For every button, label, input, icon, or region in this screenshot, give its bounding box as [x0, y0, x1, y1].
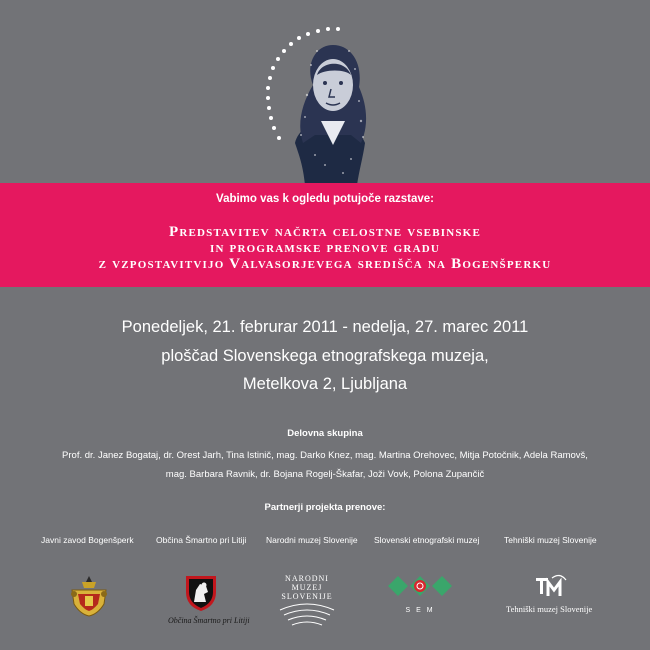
date-line: Ponedeljek, 21. februrar 2011 - nedelja, 27. marec 2011	[121, 318, 529, 336]
tms-caption: Tehniški muzej Slovenije	[506, 604, 593, 614]
title-line: Predstavitev načrta celostne vsebinske	[169, 224, 481, 240]
title-banner	[0, 183, 650, 287]
title-line: in programske prenove gradu	[209, 240, 441, 256]
address-line: Metelkova 2, Ljubljana	[242, 375, 408, 393]
portrait-figure	[295, 45, 366, 185]
sem-caption: S E M	[405, 607, 435, 614]
partner-name: Občina Šmartno pri Litiji	[156, 535, 247, 545]
partner-name: Javni zavod Bogenšperk	[41, 535, 134, 545]
nms-word: MUZEJ	[291, 583, 323, 592]
partner-logos	[0, 566, 650, 636]
nms-word: NARODNI	[285, 574, 329, 583]
date-venue	[0, 313, 650, 399]
members-line: Prof. dr. Janez Bogataj, dr. Orest Jarh, Tina Istinič, mag. Darko Knez, mag. Martina Orehovec, Mitja Potočnik, Adela Ramovš,	[62, 450, 588, 461]
partner-name: Narodni muzej Slovenije	[266, 535, 358, 545]
title-line: z vzpostavitvijo Valvasorjevega središča na Bogenšperku	[98, 256, 552, 272]
venue-line: ploščad Slovenskega etnografskega muzeja,	[161, 346, 489, 365]
invite-text: Vabimo vas k ogledu potujoče razstave:	[216, 193, 434, 205]
working-group-heading: Delovna skupina	[287, 428, 363, 439]
working-group-members	[0, 446, 650, 484]
sem-logo	[386, 572, 456, 618]
valvasor-portrait	[255, 25, 405, 185]
partner-name: Tehniški muzej Slovenije	[504, 535, 597, 545]
exhibition-title	[0, 224, 650, 272]
tms-logo-icon	[534, 574, 568, 600]
bogensperk-coat-of-arms-icon	[68, 574, 110, 618]
narodni-muzej-logo	[272, 572, 342, 628]
nms-word: SLOVENIJE	[281, 592, 333, 601]
partner-list	[0, 535, 650, 549]
smartno-caption: Občina Šmartno pri Litiji	[168, 616, 250, 625]
partner-name: Slovenski etnografski muzej	[374, 535, 480, 545]
partners-heading: Partnerji projekta prenove:	[264, 502, 386, 513]
members-line: mag. Barbara Ravnik, dr. Bojana Rogelj-Škafar, Joži Vovk, Polona Zupančič	[165, 469, 485, 480]
smartno-crest-icon	[184, 574, 218, 612]
